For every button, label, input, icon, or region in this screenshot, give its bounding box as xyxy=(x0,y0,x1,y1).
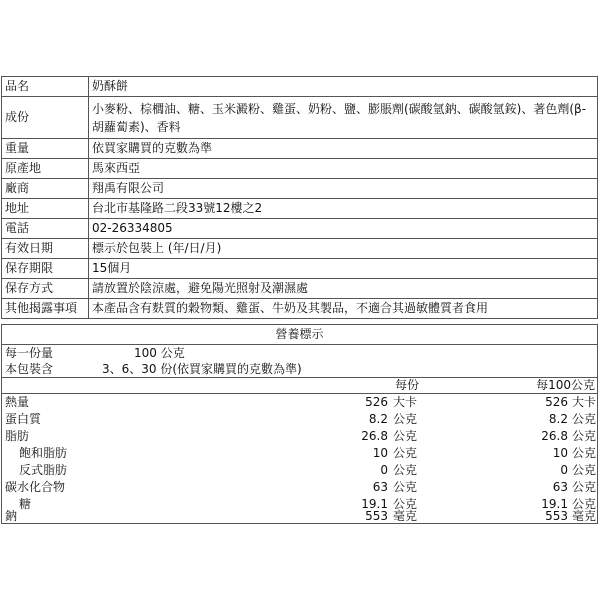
row-value: 依買家購買的克數為準 xyxy=(89,139,598,159)
per-serving-value: 0 xyxy=(380,463,388,477)
row-value: 奶酥餅 xyxy=(89,77,598,97)
row-value: 馬來西亞 xyxy=(89,159,598,179)
per-100g-unit: 公克 xyxy=(572,480,597,494)
product-info-row xyxy=(2,239,598,259)
row-label: 電話 xyxy=(2,219,89,239)
per-100g-unit: 公克 xyxy=(572,463,597,477)
per-100g-value: 526 xyxy=(545,395,568,409)
row-label: 廠商 xyxy=(2,179,89,199)
serving-size-value: 100 公克 xyxy=(134,346,185,360)
product-info-table xyxy=(1,76,598,319)
per-100g-value: 63 xyxy=(552,480,568,494)
product-info-row xyxy=(2,279,598,299)
per-100g-unit: 公克 xyxy=(572,497,597,511)
nutrient-name: 脂肪 xyxy=(5,429,30,443)
nutrient-name: 熱量 xyxy=(5,395,30,409)
per-100g-value: 553 xyxy=(545,509,568,523)
product-info-row xyxy=(2,179,598,199)
row-value: 標示於包裝上 (年/日/月) xyxy=(89,239,598,259)
product-info-row xyxy=(2,199,598,219)
servings-per-package-value: 3、6、30 份(依買家購買的克數為準) xyxy=(102,362,302,376)
per-serving-header: 每份 xyxy=(394,378,419,392)
row-value: 02-26334805 xyxy=(89,219,598,239)
row-value: 翔禹有限公司 xyxy=(89,179,598,199)
product-info-row xyxy=(2,259,598,279)
row-label: 地址 xyxy=(2,199,89,219)
per-serving-unit: 公克 xyxy=(393,446,418,460)
product-info-row xyxy=(2,77,598,97)
row-label: 重量 xyxy=(2,139,89,159)
per-100g-value: 10 xyxy=(552,446,568,460)
nutrient-name: 鈉 xyxy=(5,509,18,523)
per-serving-unit: 公克 xyxy=(393,463,418,477)
per-serving-unit: 毫克 xyxy=(393,509,418,523)
per-100g-header: 每100公克 xyxy=(536,378,595,392)
nutrient-name: 反式脂肪 xyxy=(19,463,68,477)
row-label: 成份 xyxy=(2,97,89,139)
per-100g-unit: 公克 xyxy=(572,446,597,460)
per-serving-value: 26.8 xyxy=(361,429,388,443)
product-info-row xyxy=(2,159,598,179)
per-serving-value: 8.2 xyxy=(368,412,388,426)
row-label: 保存期限 xyxy=(2,259,89,279)
row-value: 小麥粉、棕櫚油、糖、玉米澱粉、雞蛋、奶粉、鹽、膨脹劑(碳酸氫鈉、碳酸氫銨)、著色劑(β-胡蘿蔔素)、香料 xyxy=(89,97,598,139)
row-value: 請放置於陰涼處，避免陽光照射及潮濕處 xyxy=(89,279,598,299)
nutrition-facts-panel xyxy=(1,324,598,524)
row-label: 有效日期 xyxy=(2,239,89,259)
per-100g-value: 8.2 xyxy=(548,412,568,426)
nutrient-name: 飽和脂肪 xyxy=(19,446,68,460)
servings-per-package-label: 本包裝含 xyxy=(5,362,54,376)
per-serving-unit: 公克 xyxy=(393,497,418,511)
product-info-row xyxy=(2,139,598,159)
nutrient-name: 蛋白質 xyxy=(5,412,42,426)
per-100g-unit: 公克 xyxy=(572,412,597,426)
per-100g-value: 26.8 xyxy=(541,429,568,443)
row-label: 原產地 xyxy=(2,159,89,179)
per-100g-unit: 毫克 xyxy=(572,509,597,523)
row-label: 其他揭露事項 xyxy=(2,299,89,319)
nutrient-name: 糖 xyxy=(19,497,32,511)
per-100g-value: 19.1 xyxy=(541,497,568,511)
row-value: 台北市基隆路二段33號12樓之2 xyxy=(89,199,598,219)
row-value: 15個月 xyxy=(89,259,598,279)
per-serving-unit: 公克 xyxy=(393,412,418,426)
nutrition-title: 營養標示 xyxy=(2,325,597,345)
row-label: 保存方式 xyxy=(2,279,89,299)
per-serving-value: 19.1 xyxy=(361,497,388,511)
row-label: 品名 xyxy=(2,77,89,97)
product-info-row xyxy=(2,299,598,319)
per-serving-value: 526 xyxy=(365,395,388,409)
nutrient-name: 碳水化合物 xyxy=(5,480,66,494)
per-serving-unit: 公克 xyxy=(393,429,418,443)
serving-size-label: 每一份量 xyxy=(5,346,54,360)
row-value: 本產品含有麩質的穀物類、雞蛋、牛奶及其製品，不適合其過敏體質者食用 xyxy=(89,299,598,319)
per-serving-value: 63 xyxy=(372,480,388,494)
per-serving-value: 553 xyxy=(365,509,388,523)
per-serving-unit: 公克 xyxy=(393,480,418,494)
per-100g-unit: 公克 xyxy=(572,429,597,443)
per-serving-value: 10 xyxy=(372,446,388,460)
per-100g-unit: 大卡 xyxy=(572,395,597,409)
product-info-row xyxy=(2,219,598,239)
per-serving-unit: 大卡 xyxy=(393,395,418,409)
per-100g-value: 0 xyxy=(560,463,568,477)
product-info-row xyxy=(2,97,598,139)
